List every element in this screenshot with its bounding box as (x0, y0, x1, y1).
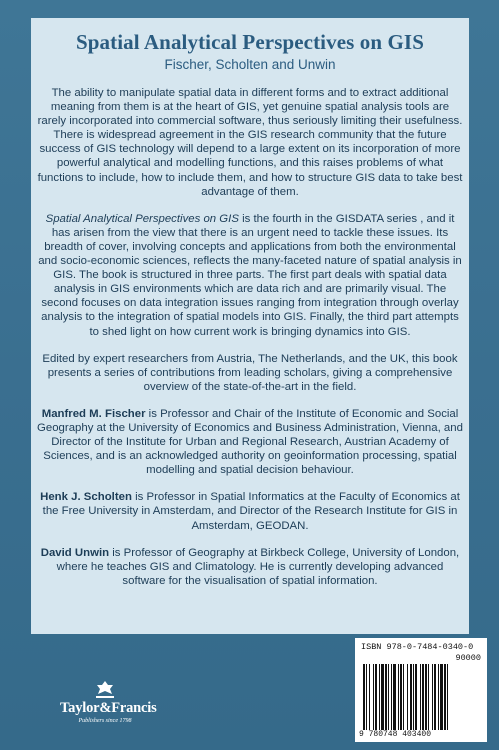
author-bio-unwin (37, 546, 463, 588)
isbn-label: ISBN 978-0-7484-0340-0 (361, 642, 474, 652)
series-book-title: Spatial Analytical Perspectives on GIS (45, 212, 239, 225)
title-block (31, 30, 469, 73)
author-name-fischer: Manfred M. Fischer (41, 407, 146, 420)
overview-text: is the fourth in the GISDATA series , and it has arisen from the view that there is an urgent need to tackle these issues. Its breadth of cover, involving concepts and applications from both the environmental and socio-economic sciences, reflects the many-faceted nature of spatial analysis in GIS. The book is structured in three parts. The first part deals with spatial data analysis in GIS environments which are data rich and are primarily visual. The second focuses on data integration issues ranging from integration through overlay analysis to the integration of spatial models into GIS. Finally, the third part attempts to shed light on how current work is bringing dynamics into GIS. (38, 212, 462, 338)
author-name-unwin: David Unwin (40, 546, 110, 559)
blurb-paragraph-overview (37, 212, 463, 339)
book-title: Spatial Analytical Perspectives on GIS (76, 30, 424, 54)
publisher-emblem-icon (92, 680, 118, 700)
blurb-paragraph-editors: Edited by expert researchers from Austria, The Netherlands, and the UK, this book presents a series of contributions from leading scholars, giving a comprehensive overview of the state-of-the-art in the field. (42, 352, 458, 393)
text-panel (31, 18, 469, 634)
book-authors: Fischer, Scholten and Unwin (164, 57, 336, 72)
author-name-scholten: Henk J. Scholten (40, 491, 132, 504)
price-code: 90000 (455, 653, 481, 663)
publisher-logo (60, 680, 157, 736)
bio-text-fischer: is Professor and Chair of the Institute of Economic and Social Geography at the University of Economics and Business Administration, Vienna, and Director of the Institute for Urban and Regional Research, Austrian Academy of Sciences, and is an acknowledged authority on geoinformation processing, spatial modelling and spatial decision behaviour. (37, 407, 463, 477)
bio-text-scholten: is Professor in Spatial Informatics at the Faculty of Economics at the Free University in Amsterdam, and Director of the Research Institute for GIS in Amsterdam, GEODAN. (42, 491, 460, 532)
isbn-barcode-block (355, 638, 487, 742)
author-bio-fischer (37, 407, 463, 477)
bio-text-unwin: is Professor of Geography at Birkbeck College, University of London, where he teaches GIS and Climatology. He is currently developing advanced software for the visualisation of spatial information. (56, 546, 460, 587)
blurb (37, 86, 463, 601)
blurb-paragraph-intro: The ability to manipulate spatial data in different forms and to extract additional meaning from them is at the heart of GIS, yet genuine spatial analysis tools are rarely incorporated into commercial software, thus seriously limiting their usefulness. There is widespread agreement in the GIS research community that the future success of GIS technology will depend to a large extent on its incorporation of more powerful analytical and modelling functions, and this raises problems of what functions to include, how to include them, and how to structure GIS data to take best advantage of them. (37, 87, 463, 198)
publisher-tagline: Publishers since 1798 (78, 718, 132, 724)
barcode-number: 9 780748 403400 (359, 730, 432, 739)
author-bio-scholten (37, 490, 463, 532)
publisher-name: Taylor&Francis (60, 700, 157, 716)
barcode-image (361, 664, 481, 730)
